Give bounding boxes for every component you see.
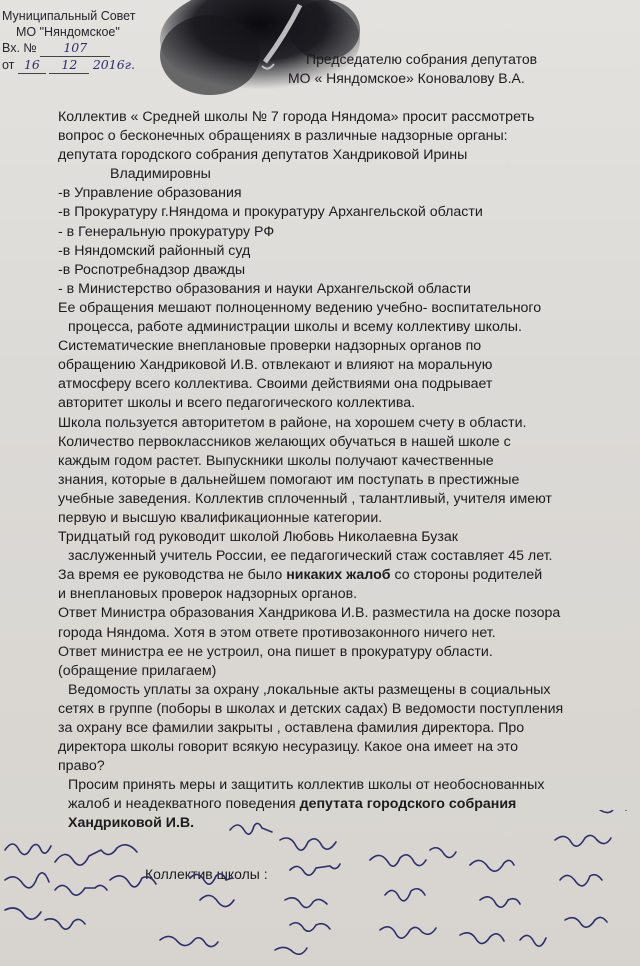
- agency-item: - в Министерство образования и науки Архангельской области: [58, 280, 471, 297]
- intro-line: Владимировны: [110, 166, 211, 183]
- body-line: Количество первоклассников желающих обучаться в нашей школе с: [58, 433, 511, 450]
- body-line: Систематические внеплановые проверки надзорных органов по: [58, 338, 482, 355]
- agency-item: -в Роспотребнадзор дважды: [58, 261, 246, 278]
- collective-label: Коллектив школы :: [145, 866, 268, 882]
- body-line: знания, которые в дальнейшем помогают им поступать в престижные: [58, 471, 520, 488]
- body-line: заслуженный учитель России, ее педагогический стаж составляет 45 лет.: [68, 548, 553, 565]
- body-line: атмосферу всего коллектива. Своими действиями она подрывает: [58, 376, 493, 393]
- stamp-date-year: 2016г.: [92, 57, 135, 72]
- registration-stamp: [2, 8, 152, 74]
- body-line: за охрану все фамилии закрыты , оставлена фамилия директора. Про: [58, 720, 525, 736]
- intro-line: Коллектив « Средней школы № 7 города Няндома» просит рассмотреть: [58, 109, 535, 125]
- complaints-bold: никаких жалоб: [286, 567, 391, 584]
- addressee-line1: Председателю собрания депутатов: [306, 51, 538, 67]
- stamp-number-line: [2, 40, 152, 57]
- body-line: Ее обращения мешают полноценному ведению учебно- воспитательного: [58, 299, 542, 316]
- addressee-block: [288, 50, 628, 88]
- agency-item: - в Генеральную прокуратуру РФ: [58, 223, 275, 240]
- body-line: Школа пользуется авторитетом в районе, на хорошем счету в области.: [58, 414, 527, 431]
- deputy-bold: депутата городского собрания: [299, 796, 517, 813]
- body-line: Тридцатый год руководит школой Любовь Николаевна Бузак: [58, 529, 459, 546]
- body-line: первую и высшую квалификационные категории.: [58, 509, 383, 526]
- body-line: учебные заведения. Коллектив сплоченный , талантливый, учителя имеют: [58, 490, 552, 507]
- body-line: процесса, работе администрации школы и всему коллективу школы.: [68, 319, 522, 336]
- body-line: директора школы говорит всякую несуразицу. Какое она имеет на это: [58, 739, 519, 756]
- stamp-date-line: [2, 57, 152, 74]
- body-line: каждым годом растет. Выпускники школы получают качественные: [58, 452, 494, 469]
- body-line: Ответ Министра образования Хандрикова И.В. разместила на доске позора: [58, 605, 561, 622]
- body-line: обращению Хандриковой И.В. отвлекают и влияют на моральную: [58, 357, 493, 374]
- signatures: [0, 810, 640, 966]
- stamp-line1: Муниципальный Совет: [2, 9, 136, 23]
- stamp-line2: МО "Няндомское": [16, 25, 120, 39]
- addressee-line2: МО « Няндомское» Коновалову В.А.: [288, 70, 525, 86]
- body-line: (обращение прилагаем): [58, 662, 217, 679]
- stamp-in-label: Вх. №: [2, 41, 37, 55]
- letter-body: [58, 108, 628, 834]
- intro-line: вопрос о бесконечных обращениях в различные надзорные органы:: [58, 128, 508, 145]
- body-line: Ответ министра ее не устроил, она пишет в прокуратуру области.: [58, 643, 493, 660]
- tenure-text: За время ее руководства не было: [58, 567, 287, 584]
- stamp-in-number: 107: [40, 40, 110, 57]
- body-line: жалоб и неадекватного поведения: [68, 796, 300, 813]
- body-line: сетях в группе (поборы в школах и детских садах) В ведомости поступления: [58, 700, 564, 717]
- body-line: города Няндома. Хотя в этом ответе противозаконного ничего нет.: [58, 624, 496, 641]
- tenure-rest: со стороны родителей: [390, 567, 543, 584]
- body-line: Просим принять меры и защитить коллектив школы от необоснованных: [68, 777, 545, 794]
- agency-item: -в Няндомский районный суд: [58, 242, 251, 259]
- agency-item: -в Прокуратуру г.Няндома и прокуратуру Архангельской области: [58, 204, 483, 221]
- deputy-name: Хандриковой И.В.: [68, 815, 195, 832]
- tenure-line: [58, 566, 628, 585]
- body-line: и внеплановых проверок надзорных органов.: [58, 586, 358, 603]
- body-line: авторитет школы и всего педагогического коллектива.: [58, 395, 416, 412]
- stamp-date-day: 16: [18, 57, 46, 74]
- stamp-from-label: от: [2, 58, 15, 72]
- intro-line: депутата городского собрания депутатов Хандриковой Ирины: [58, 147, 468, 164]
- stamp-date-month: 12: [49, 57, 89, 74]
- body-line: право?: [58, 758, 105, 775]
- agency-item: -в Управление образования: [58, 185, 242, 202]
- body-line: Ведомость уплаты за охрану ,локальные акты размещены в социальных: [68, 681, 551, 698]
